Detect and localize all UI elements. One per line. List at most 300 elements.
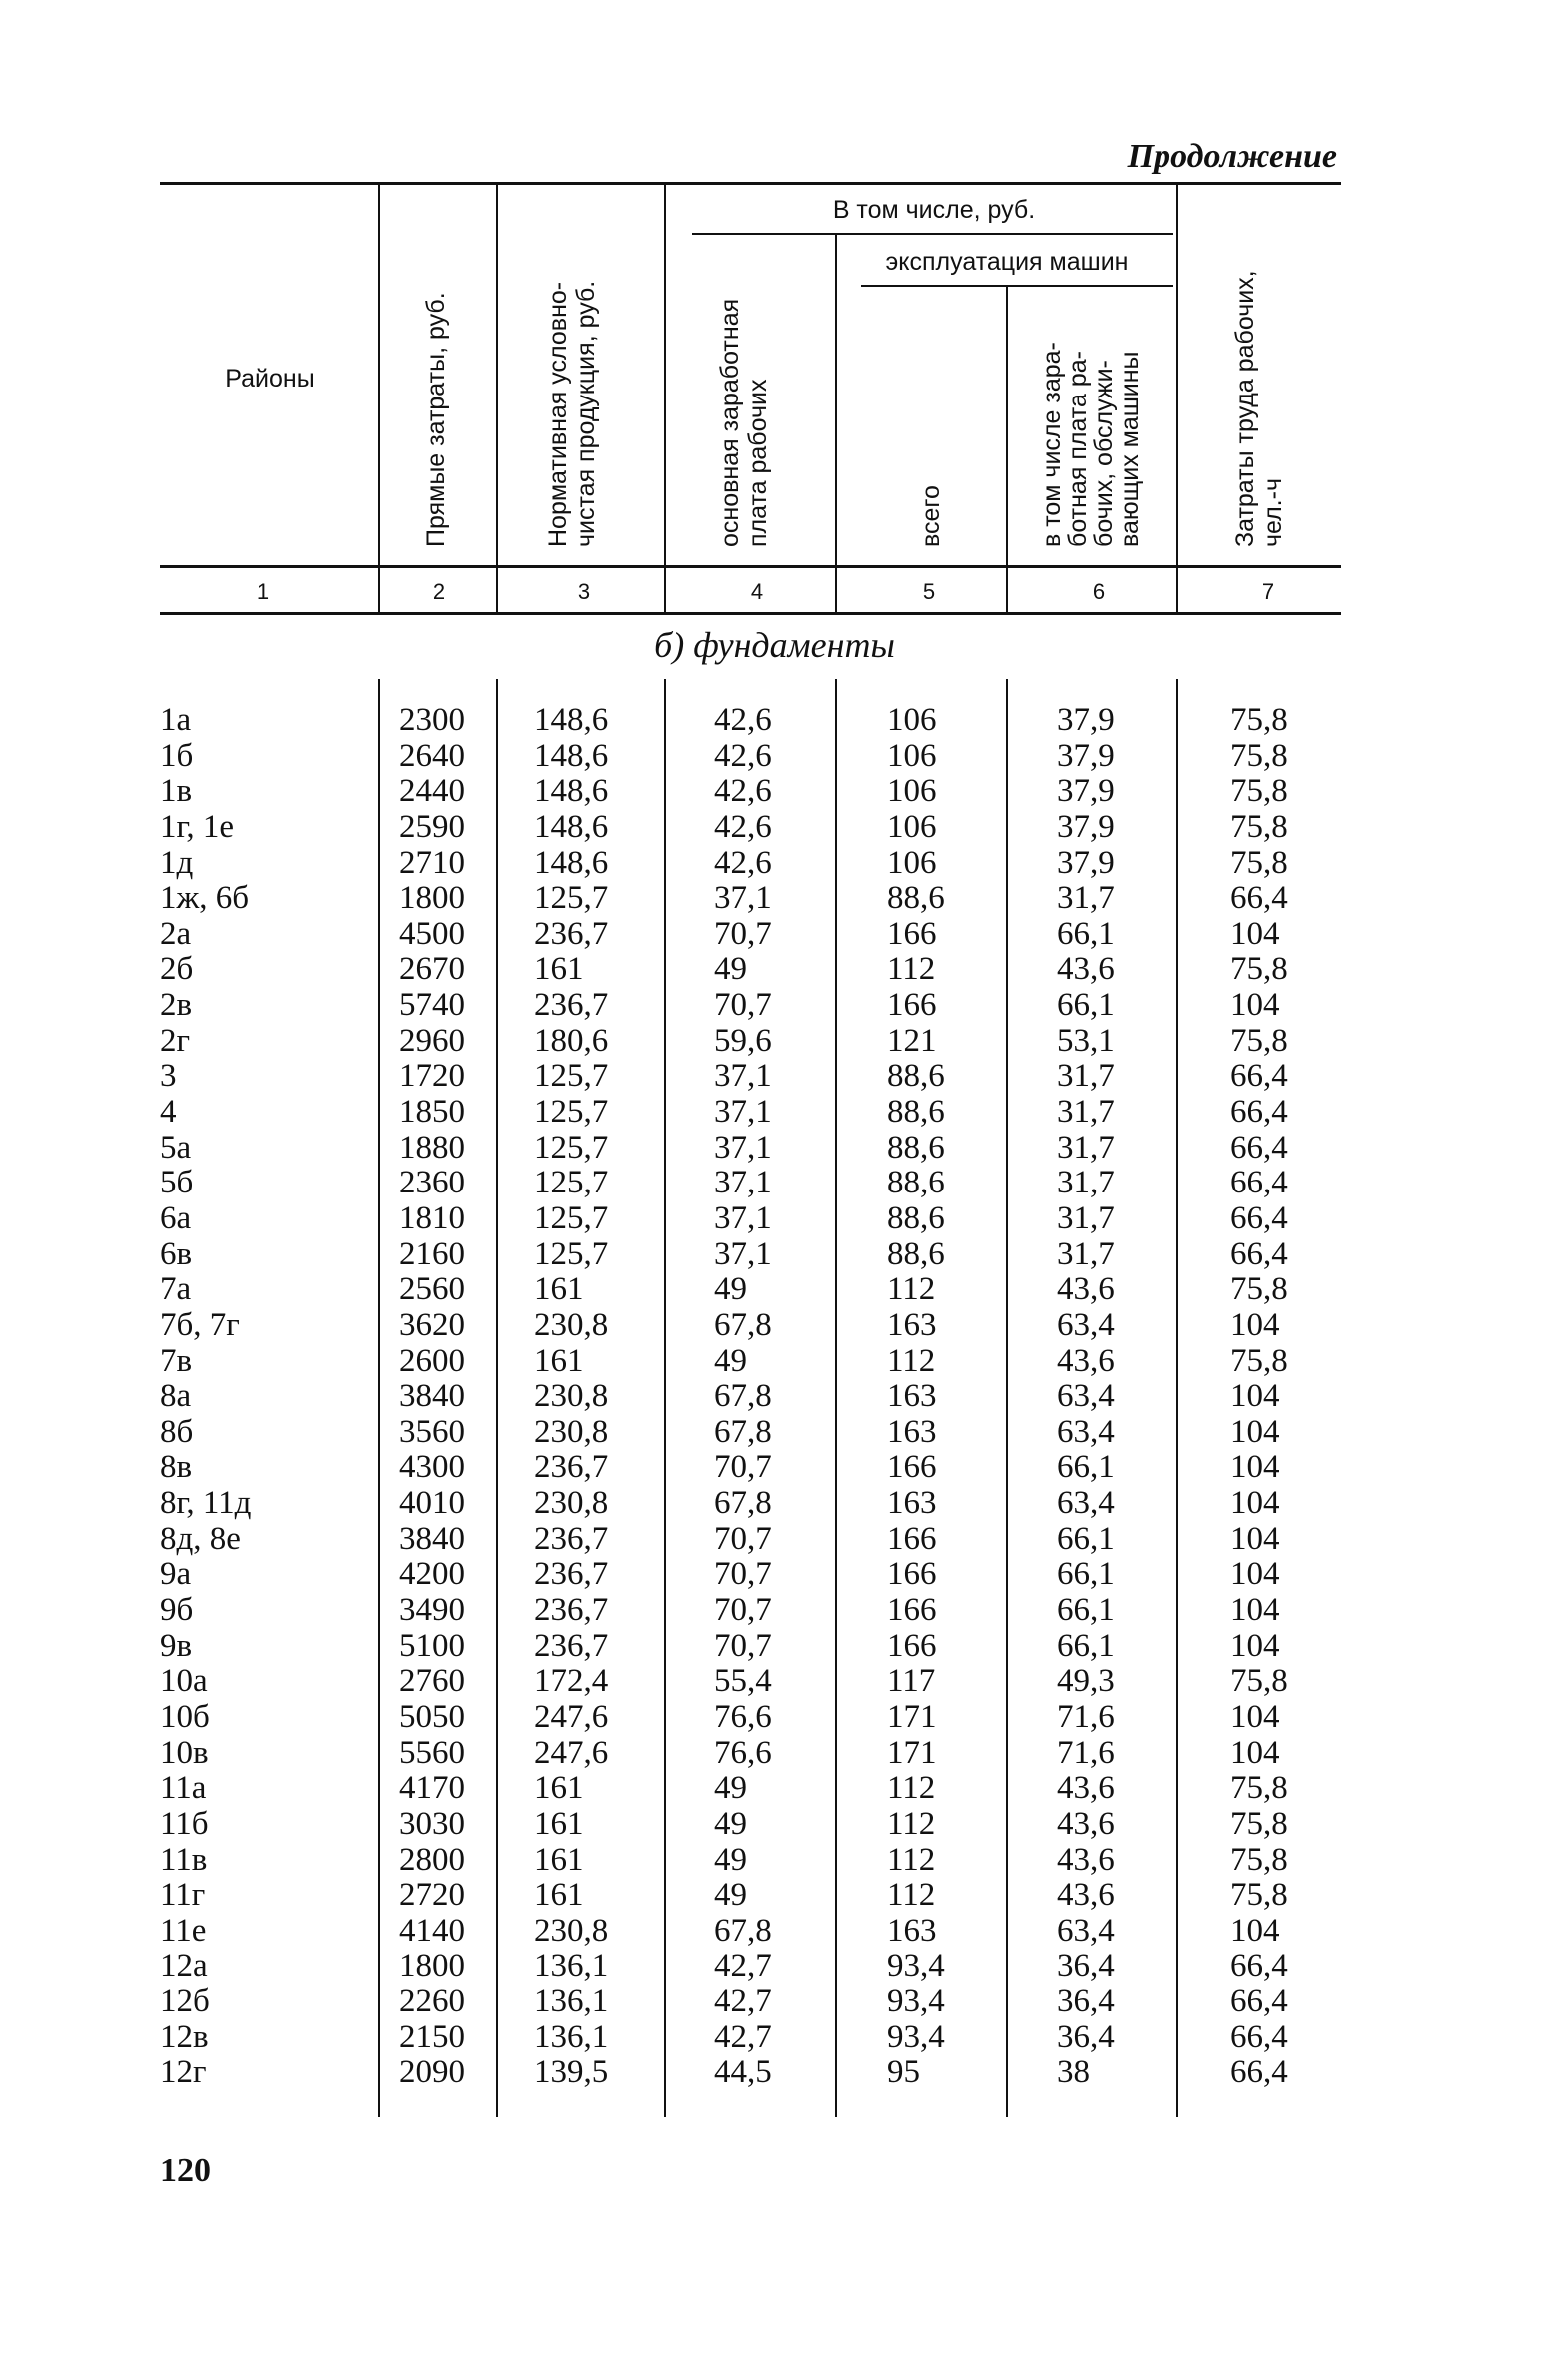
table-cell-col5: 93,4 [887,1983,945,2020]
table-cell-col6: 31,7 [1057,880,1115,917]
table-cell-col2: 5740 [399,987,465,1024]
table-cell-col7: 75,8 [1230,1805,1288,1842]
header-group-including: В том числе, руб. [832,196,1036,224]
table-cell-col7: 66,4 [1230,1235,1288,1272]
table-cell-col6: 66,1 [1057,1556,1115,1593]
table-cell-col2: 4500 [399,915,465,952]
table-cell-col2: 2260 [399,1983,465,2020]
table-cell-col5: 112 [887,1805,936,1842]
header-divider-5 [1006,287,1008,612]
table-cell-col6: 31,7 [1057,1058,1115,1095]
table-cell-col5: 112 [887,1271,936,1308]
table-cell-col4: 42,6 [714,844,772,881]
table-cell-col7: 75,8 [1230,737,1288,774]
table-cell-col4: 42,7 [714,1948,772,1984]
colnum-4: 4 [750,579,764,604]
header-divider-4 [835,235,837,612]
table-cell-col3: 125,7 [534,1165,609,1201]
table-cell-col4: 70,7 [714,1520,772,1557]
table-cell-col2: 2090 [399,2054,465,2091]
table-cell-col5: 163 [887,1378,937,1415]
table-cell-col1: 11е [160,1912,207,1949]
table-cell-col3: 148,6 [534,844,609,881]
table-cell-col7: 75,8 [1230,702,1288,738]
table-cell-col7: 66,4 [1230,2018,1288,2055]
table-cell-col5: 93,4 [887,2018,945,2055]
table-cell-col6: 38 [1057,2054,1090,2091]
table-cell-col3: 161 [534,1805,584,1842]
header-regions: Районы [225,365,315,393]
table-cell-col2: 1800 [399,880,465,917]
body-divider-5 [1006,679,1008,2117]
table-cell-col2: 3840 [399,1378,465,1415]
table-cell-col7: 104 [1230,1306,1280,1343]
table-cell-col6: 31,7 [1057,1165,1115,1201]
colnum-6: 6 [1092,579,1106,604]
table-cell-col4: 70,7 [714,987,772,1024]
table-cell-col6: 49,3 [1057,1663,1115,1700]
table-cell-col3: 139,5 [534,2054,609,2091]
body-divider-3 [664,679,666,2117]
table-cell-col3: 236,7 [534,915,609,952]
table-cell-col4: 42,7 [714,1983,772,2020]
table-cell-col6: 36,4 [1057,1983,1115,2020]
table-cell-col3: 161 [534,951,584,988]
table-cell-col6: 37,9 [1057,702,1115,738]
header-labor-costs: Затраты труда рабочих, чел.-ч [1231,270,1287,547]
table-cell-col4: 49 [714,1342,747,1379]
table-cell-col3: 148,6 [534,737,609,774]
table-cell-col5: 106 [887,808,937,845]
table-top-rule [160,182,1341,185]
header-base-wages: основная заработная плата рабочих [716,298,772,547]
table-cell-col7: 66,4 [1230,1094,1288,1131]
table-cell-col1: 10в [160,1734,209,1771]
table-cell-col1: 10б [160,1698,210,1735]
table-cell-col2: 2590 [399,808,465,845]
header-divider-6 [1176,185,1178,612]
table-cell-col3: 148,6 [534,702,609,738]
table-cell-col6: 71,6 [1057,1734,1115,1771]
table-cell-col6: 43,6 [1057,1271,1115,1308]
table-cell-col5: 166 [887,915,937,952]
table-cell-col1: 1б [160,737,194,774]
table-cell-col6: 43,6 [1057,1841,1115,1878]
table-cell-col1: 12а [160,1948,208,1984]
table-cell-col6: 53,1 [1057,1022,1115,1059]
table-cell-col6: 66,1 [1057,1520,1115,1557]
body-divider-4 [835,679,837,2117]
table-cell-col3: 236,7 [534,1556,609,1593]
table-cell-col2: 5560 [399,1734,465,1771]
table-cell-col7: 104 [1230,987,1280,1024]
table-cell-col7: 104 [1230,1734,1280,1771]
table-cell-col1: 1в [160,773,193,810]
table-cell-col7: 75,8 [1230,1841,1288,1878]
table-cell-col6: 43,6 [1057,1877,1115,1914]
table-cell-col1: 11в [160,1841,208,1878]
continuation-label: Продолжение [1127,138,1337,175]
table-cell-col1: 4 [160,1094,177,1131]
table-cell-col7: 104 [1230,1592,1280,1629]
table-cell-col7: 104 [1230,1698,1280,1735]
table-cell-col2: 2670 [399,951,465,988]
table-cell-col3: 236,7 [534,1520,609,1557]
table-cell-col1: 1а [160,702,192,738]
table-cell-col6: 63,4 [1057,1413,1115,1450]
colnum-bottom-rule [160,612,1341,615]
table-cell-col2: 2300 [399,702,465,738]
table-cell-col3: 125,7 [534,1129,609,1166]
table-cell-col4: 67,8 [714,1912,772,1949]
table-cell-col7: 75,8 [1230,808,1288,845]
table-cell-col1: 12г [160,2054,207,2091]
table-cell-col3: 236,7 [534,1627,609,1664]
table-cell-col6: 31,7 [1057,1094,1115,1131]
colnum-1: 1 [256,579,270,604]
table-cell-col7: 66,4 [1230,2054,1288,2091]
table-cell-col5: 88,6 [887,1094,945,1131]
table-cell-col2: 4170 [399,1770,465,1807]
table-cell-col7: 75,8 [1230,951,1288,988]
table-cell-col4: 49 [714,1805,747,1842]
table-cell-col5: 112 [887,951,936,988]
table-cell-col3: 180,6 [534,1022,609,1059]
table-cell-col6: 63,4 [1057,1912,1115,1949]
table-cell-col7: 75,8 [1230,1342,1288,1379]
table-cell-col7: 75,8 [1230,773,1288,810]
table-cell-col6: 37,9 [1057,808,1115,845]
table-cell-col7: 104 [1230,1485,1280,1522]
table-cell-col1: 2а [160,915,192,952]
table-cell-col5: 166 [887,1592,937,1629]
table-cell-col4: 37,1 [714,1165,772,1201]
table-cell-col4: 49 [714,1841,747,1878]
table-cell-col4: 55,4 [714,1663,772,1700]
table-cell-col2: 5100 [399,1627,465,1664]
machines-rule [861,285,1173,287]
table-cell-col3: 247,6 [534,1734,609,1771]
table-cell-col6: 37,9 [1057,844,1115,881]
table-cell-col2: 3030 [399,1805,465,1842]
table-cell-col1: 9б [160,1592,194,1629]
table-cell-col4: 37,1 [714,1094,772,1131]
table-cell-col1: 8г, 11д [160,1485,252,1522]
table-cell-col1: 11б [160,1805,209,1842]
table-cell-col1: 9а [160,1556,192,1593]
table-cell-col4: 70,7 [714,915,772,952]
table-cell-col2: 2960 [399,1022,465,1059]
table-cell-col7: 75,8 [1230,1663,1288,1700]
header-total: всего [917,485,945,547]
table-cell-col5: 112 [887,1841,936,1878]
table-cell-col5: 106 [887,773,937,810]
table-cell-col4: 42,6 [714,737,772,774]
table-cell-col2: 1880 [399,1129,465,1166]
table-cell-col3: 161 [534,1271,584,1308]
table-cell-col7: 104 [1230,1520,1280,1557]
table-cell-col5: 88,6 [887,1129,945,1166]
table-cell-col3: 125,7 [534,1199,609,1236]
table-cell-col5: 93,4 [887,1948,945,1984]
table-cell-col7: 75,8 [1230,1271,1288,1308]
table-cell-col1: 2г [160,1022,191,1059]
body-divider-1 [378,679,380,2117]
table-cell-col2: 1720 [399,1058,465,1095]
table-cell-col7: 66,4 [1230,1948,1288,1984]
table-cell-col5: 171 [887,1734,937,1771]
table-cell-col3: 236,7 [534,987,609,1024]
table-cell-col3: 172,4 [534,1663,609,1700]
table-cell-col5: 121 [887,1022,937,1059]
table-cell-col7: 66,4 [1230,1165,1288,1201]
header-divider-3 [664,185,666,612]
table-cell-col6: 66,1 [1057,1449,1115,1486]
table-cell-col2: 4200 [399,1556,465,1593]
table-cell-col6: 71,6 [1057,1698,1115,1735]
header-divider-2 [496,185,498,612]
table-cell-col3: 148,6 [534,808,609,845]
table-cell-col5: 117 [887,1663,936,1700]
table-cell-col4: 70,7 [714,1556,772,1593]
table-cell-col6: 63,4 [1057,1378,1115,1415]
body-divider-6 [1176,679,1178,2117]
table-cell-col2: 2760 [399,1663,465,1700]
table-cell-col4: 67,8 [714,1378,772,1415]
table-cell-col5: 88,6 [887,1165,945,1201]
header-machine-wages: в том числе зара- ботная плата ра- бочих, обслужи- вающих машины [1038,342,1144,547]
table-cell-col3: 136,1 [534,1983,609,2020]
table-cell-col7: 75,8 [1230,1770,1288,1807]
table-cell-col5: 106 [887,844,937,881]
table-cell-col6: 43,6 [1057,1770,1115,1807]
table-cell-col6: 43,6 [1057,951,1115,988]
table-cell-col1: 8б [160,1413,194,1450]
table-cell-col6: 43,6 [1057,1805,1115,1842]
table-cell-col3: 230,8 [534,1378,609,1415]
header-divider-1 [378,185,380,612]
table-cell-col2: 2440 [399,773,465,810]
table-cell-col5: 171 [887,1698,937,1735]
table-cell-col1: 12в [160,2018,209,2055]
table-cell-col2: 3840 [399,1520,465,1557]
table-cell-col3: 148,6 [534,773,609,810]
table-cell-col4: 37,1 [714,1129,772,1166]
table-cell-col6: 66,1 [1057,1592,1115,1629]
table-cell-col2: 2360 [399,1165,465,1201]
table-cell-col3: 230,8 [534,1413,609,1450]
table-cell-col3: 236,7 [534,1449,609,1486]
colnum-7: 7 [1261,579,1275,604]
table-cell-col5: 112 [887,1877,936,1914]
table-cell-col1: 8д, 8е [160,1520,241,1557]
table-cell-col1: 7б, 7г [160,1306,240,1343]
table-cell-col7: 104 [1230,1627,1280,1664]
table-cell-col4: 70,7 [714,1449,772,1486]
table-cell-col6: 63,4 [1057,1485,1115,1522]
table-cell-col5: 166 [887,1556,937,1593]
table-cell-col4: 76,6 [714,1698,772,1735]
table-cell-col5: 163 [887,1413,937,1450]
table-cell-col5: 166 [887,1520,937,1557]
table-cell-col3: 236,7 [534,1592,609,1629]
table-cell-col3: 125,7 [534,1058,609,1095]
table-cell-col5: 112 [887,1770,936,1807]
colnum-3: 3 [577,579,591,604]
table-cell-col1: 10а [160,1663,208,1700]
table-cell-col2: 4010 [399,1485,465,1522]
table-cell-col4: 67,8 [714,1306,772,1343]
header-normative-product: Нормативная условно- чистая продукция, руб. [544,280,600,547]
table-cell-col3: 161 [534,1770,584,1807]
table-cell-col5: 88,6 [887,1058,945,1095]
table-cell-col7: 66,4 [1230,880,1288,917]
table-cell-col6: 66,1 [1057,915,1115,952]
table-cell-col3: 161 [534,1877,584,1914]
table-cell-col4: 49 [714,1770,747,1807]
table-cell-col6: 66,1 [1057,987,1115,1024]
table-cell-col6: 63,4 [1057,1306,1115,1343]
table-cell-col5: 88,6 [887,880,945,917]
table-cell-col4: 42,6 [714,808,772,845]
table-cell-col4: 67,8 [714,1413,772,1450]
table-cell-col6: 36,4 [1057,1948,1115,1984]
table-cell-col7: 104 [1230,915,1280,952]
table-cell-col5: 163 [887,1912,937,1949]
colnum-5: 5 [922,579,936,604]
table-cell-col1: 1ж, 6б [160,880,250,917]
table-cell-col4: 37,1 [714,880,772,917]
table-cell-col7: 75,8 [1230,1022,1288,1059]
table-cell-col3: 230,8 [534,1485,609,1522]
table-cell-col4: 49 [714,951,747,988]
table-cell-col1: 11а [160,1770,207,1807]
table-cell-col2: 1850 [399,1094,465,1131]
table-cell-col7: 66,4 [1230,1058,1288,1095]
table-cell-col4: 42,7 [714,2018,772,2055]
table-cell-col3: 125,7 [534,1235,609,1272]
table-cell-col7: 75,8 [1230,1877,1288,1914]
table-cell-col7: 104 [1230,1413,1280,1450]
table-cell-col6: 36,4 [1057,2018,1115,2055]
table-cell-col1: 1д [160,844,194,881]
section-subtitle: б) фундаменты [654,625,895,665]
table-cell-col7: 66,4 [1230,1983,1288,2020]
table-cell-col1: 8в [160,1449,193,1486]
table-cell-col2: 4300 [399,1449,465,1486]
table-cell-col7: 104 [1230,1912,1280,1949]
table-cell-col2: 1800 [399,1948,465,1984]
table-cell-col1: 7а [160,1271,192,1308]
table-cell-col4: 70,7 [714,1592,772,1629]
group-rule [692,233,1173,235]
table-cell-col2: 5050 [399,1698,465,1735]
table-cell-col2: 2150 [399,2018,465,2055]
table-cell-col2: 4140 [399,1912,465,1949]
table-cell-col2: 3560 [399,1413,465,1450]
table-cell-col5: 95 [887,2054,920,2091]
table-cell-col3: 136,1 [534,1948,609,1984]
table-cell-col6: 31,7 [1057,1199,1115,1236]
table-cell-col5: 163 [887,1485,937,1522]
table-cell-col1: 2б [160,951,194,988]
table-cell-col2: 1810 [399,1199,465,1236]
table-cell-col7: 75,8 [1230,844,1288,881]
table-cell-col3: 230,8 [534,1912,609,1949]
table-cell-col2: 2640 [399,737,465,774]
table-cell-col7: 104 [1230,1449,1280,1486]
table-cell-col4: 49 [714,1877,747,1914]
table-cell-col5: 88,6 [887,1199,945,1236]
table-cell-col1: 2в [160,987,193,1024]
table-cell-col3: 247,6 [534,1698,609,1735]
table-cell-col2: 2560 [399,1271,465,1308]
body-divider-2 [496,679,498,2117]
table-cell-col4: 70,7 [714,1627,772,1664]
table-cell-col3: 230,8 [534,1306,609,1343]
table-cell-col1: 5а [160,1129,192,1166]
table-cell-col4: 59,6 [714,1022,772,1059]
table-cell-col2: 3620 [399,1306,465,1343]
table-cell-col5: 106 [887,737,937,774]
table-cell-col2: 2600 [399,1342,465,1379]
table-cell-col4: 42,6 [714,773,772,810]
table-cell-col2: 2800 [399,1841,465,1878]
table-cell-col4: 37,1 [714,1235,772,1272]
table-cell-col5: 163 [887,1306,937,1343]
table-cell-col6: 31,7 [1057,1235,1115,1272]
table-cell-col6: 37,9 [1057,773,1115,810]
table-cell-col1: 3 [160,1058,177,1095]
table-cell-col4: 44,5 [714,2054,772,2091]
page-number: 120 [160,2152,211,2189]
header-machine-operation: эксплуатация машин [885,248,1129,276]
table-cell-col1: 1г, 1е [160,808,234,845]
table-cell-col3: 161 [534,1342,584,1379]
table-cell-col5: 166 [887,987,937,1024]
header-direct-costs: Прямые затраты, руб. [422,292,450,547]
colnum-2: 2 [432,579,446,604]
table-cell-col2: 2720 [399,1877,465,1914]
table-cell-col4: 67,8 [714,1485,772,1522]
table-cell-col2: 2710 [399,844,465,881]
table-cell-col1: 8а [160,1378,192,1415]
table-cell-col1: 7в [160,1342,193,1379]
table-cell-col4: 42,6 [714,702,772,738]
table-cell-col7: 104 [1230,1556,1280,1593]
table-cell-col6: 37,9 [1057,737,1115,774]
table-cell-col1: 6в [160,1235,193,1272]
table-cell-col1: 9в [160,1627,193,1664]
table-cell-col4: 37,1 [714,1058,772,1095]
table-cell-col1: 11г [160,1877,206,1914]
table-cell-col6: 66,1 [1057,1627,1115,1664]
table-cell-col3: 125,7 [534,1094,609,1131]
table-cell-col7: 66,4 [1230,1199,1288,1236]
table-cell-col5: 88,6 [887,1235,945,1272]
table-cell-col6: 31,7 [1057,1129,1115,1166]
table-cell-col4: 37,1 [714,1199,772,1236]
table-cell-col4: 76,6 [714,1734,772,1771]
table-cell-col1: 5б [160,1165,194,1201]
table-cell-col5: 106 [887,702,937,738]
table-cell-col2: 2160 [399,1235,465,1272]
table-cell-col7: 104 [1230,1378,1280,1415]
table-cell-col5: 112 [887,1342,936,1379]
table-cell-col3: 161 [534,1841,584,1878]
table-cell-col1: 6а [160,1199,192,1236]
table-cell-col4: 49 [714,1271,747,1308]
